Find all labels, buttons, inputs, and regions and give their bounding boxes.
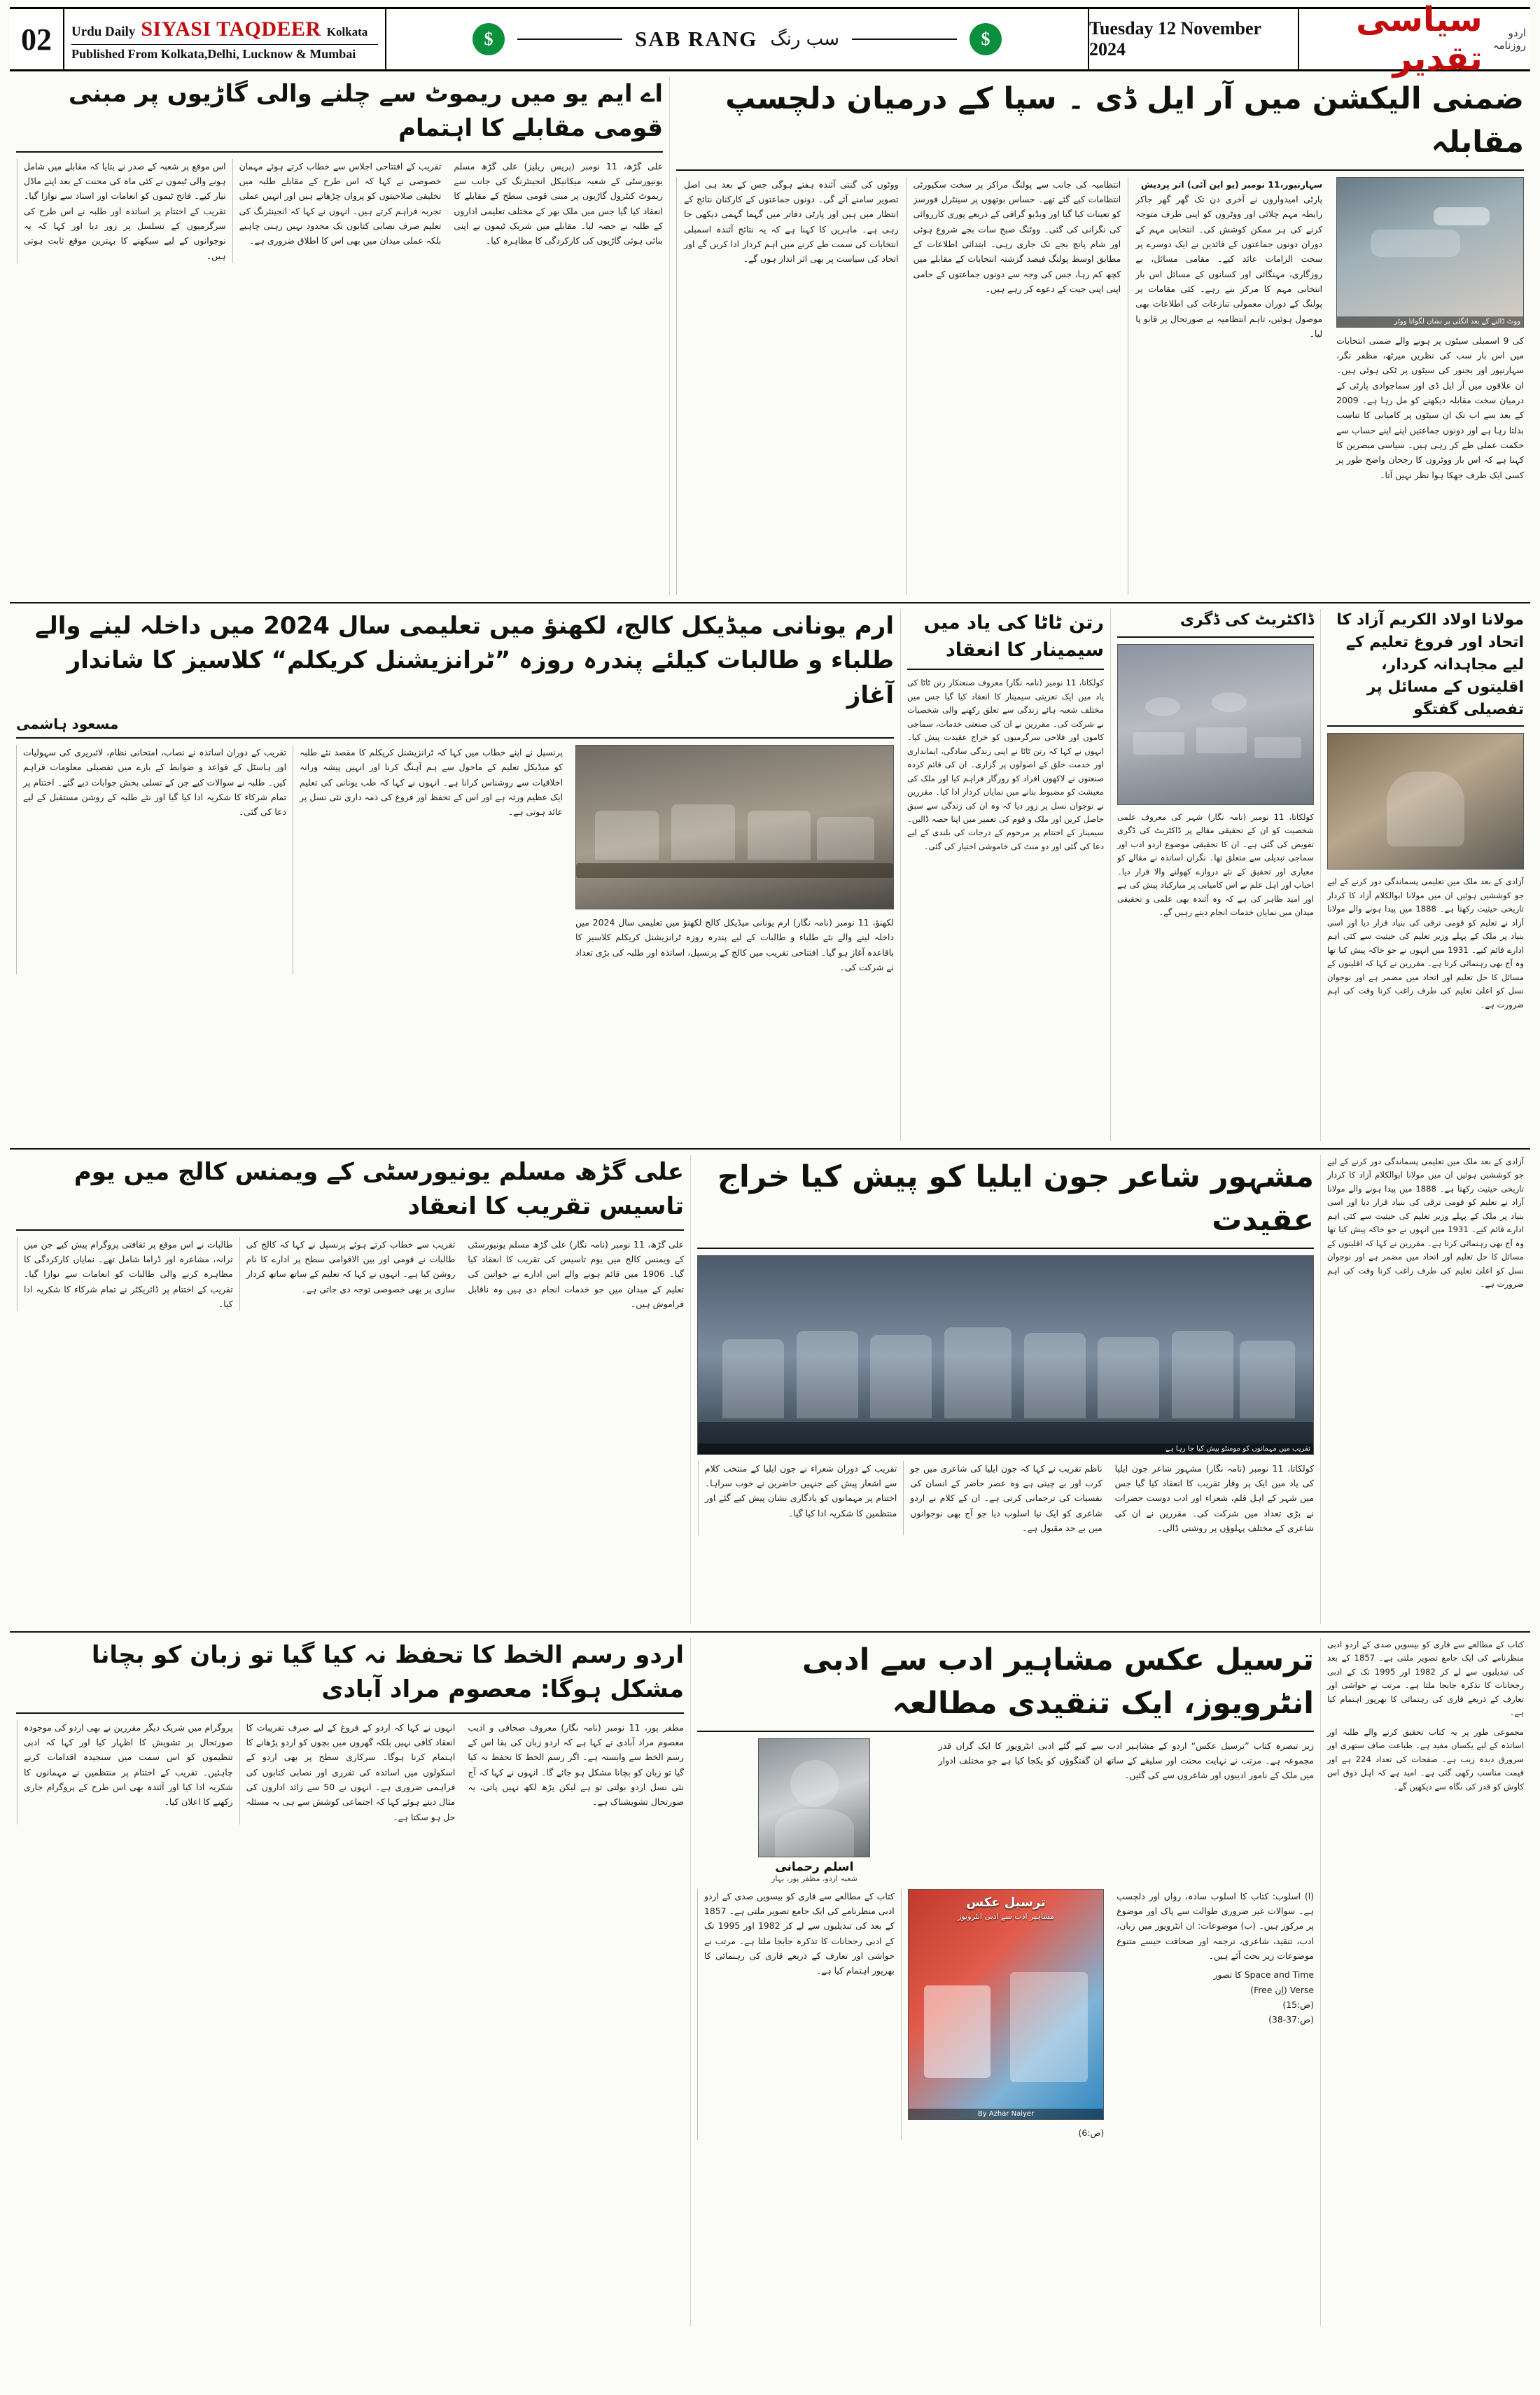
band-second <box>10 603 1530 1150</box>
medical-college-text-3: تقریب کے دوران اساتذہ نے نصاب، امتحانی نظام، لائبریری کی سہولیات اور ہاسٹل کے قواعد و ضوابط کے بارے میں تفصیلی معلومات فراہم کیں۔ طلبہ نے سوالات کیے جن کے تسلی بخش جوابات دیے گئے۔ اختتام پر تمام شرکاء کا شکریہ ادا کیا گیا اور نئے طلبہ کے روشن مستقبل کے لیے دعا کی گئی۔ <box>23 746 287 818</box>
review-text-1: زیر تبصرہ کتاب ”ترسیل عکس“ اردو کے مشاہیر ادب سے کیے گئے ادبی انٹرویوز کا ایک گراں قدر مجموعہ ہے۔ مرتب نے نہایت محنت اور سلیقے کے ساتھ ان گفتگوؤں کو یکجا کیا ہے جو مختلف ادوار میں ملک کے نامور ادیبوں اور شاعروں سے کی گئیں۔ <box>938 1740 1314 1781</box>
urdu-script-text-2: انہوں نے کہا کہ اردو کے فروغ کے لیے صرف تقریبات کا انعقاد کافی نہیں بلکہ گھروں میں بچوں کو اردو پڑھانے کا اہتمام کرنا ہوگا۔ سرکاری سطح پر بھی اردو کے اسکولوں میں اساتذہ کی تقرری اور نصابی کتابوں کی فراہمی ضروری ہے۔ انہوں نے 50 سے زائد اداروں کی مثال دیتے ہوئے کہا کہ اجتماعی کوشش سے ہی یہ مسئلہ حل ہو سکتا ہے۔ <box>246 1722 456 1822</box>
band-lead <box>10 71 1530 603</box>
urdu-daily-label: Urdu Daily <box>71 24 136 39</box>
amu-womens-text-3: طالبات نے اس موقع پر ثقافتی پروگرام پیش کیے جن میں ترانہ، مشاعرہ اور ڈراما شامل تھے۔ نمایاں کارکردگی کا مظاہرہ کرنے والی طالبات کو انعامات سے نوازا گیا۔ تقریب کے اختتام پر ڈائریکٹر نے تمام شرکاء کا شکریہ ادا کیا۔ <box>23 1238 233 1309</box>
medical-college-col-3 <box>16 745 293 975</box>
article-doctorate <box>1110 609 1320 1141</box>
issue-date: Tuesday 12 November 2024 <box>1089 9 1299 69</box>
review-text-3b: کتاب کے مطالعے سے قاری کو بیسویں صدی کے اردو ادبی منظرنامے کی ایک جامع تصویر ملتی ہے۔ 1857 کے بعد کی تبدیلیوں سے لے کر 1982 اور 1995 تک کے ادبی رجحانات کا تذکرہ جابجا ملتا ہے۔ مرتب نے حواشی اور تعارف کے ذریعے قاری کی رہنمائی کا بھرپور اہتمام کیا ہے۔ <box>704 1890 895 1976</box>
medical-college-text-2: پرنسپل نے اپنے خطاب میں کہا کہ ٹرانزیشنل کریکلم کا مقصد نئے طلبہ کو میڈیکل تعلیم کے ماحول سے ہم آہنگ کرنا اور انہیں پیشہ ورانہ اخلاقیات سے روشناس کرانا ہے۔ انہوں نے کہا کہ طب یونانی کی تعلیم ایک عظیم ورثہ ہے اور اس کے تحفظ اور فروغ کی ذمہ داری نئی نسل پر عائد ہوتی ہے۔ <box>300 746 564 818</box>
review-note-2: Verse (اِن Free) <box>1250 1984 1314 1995</box>
article-lead <box>669 77 1530 595</box>
amu-remote-text-3: اس موقع پر شعبہ کے صدر نے بتایا کہ مقابلے میں شامل ہونے والی ٹیموں نے کئی ماہ کی محنت کے بعد اپنے ماڈل تیار کیے۔ فاتح ٹیموں کو انعامات اور اسناد سے نوازا گیا۔ تقریب کے اختتام پر اساتذہ اور طلبہ نے اس طرح کی سرگرمیوں کے تسلسل پر زور دیا اور کہا کہ یہ نوجوانوں کے لیے سیکھنے کا بہترین موقع ثابت ہوتی ہیں۔ <box>23 160 226 261</box>
doctorate-headline: ڈاکٹریٹ کی ڈگری <box>1180 611 1314 629</box>
lead-text-2: پارٹی امیدواروں نے آخری دن تک گھر گھر جاکر رابطہ مہم چلائی اور ووٹروں کو اپنی طرف متوجہ کرنے کی ہر ممکن کوشش کی۔ انتخابی مہم کے دوران دونوں جماعتوں کے قائدین نے ایک دوسرے پر سخت الزامات عائد کیے۔ مقامی مسائل، بے روزگاری، مہنگائی اور کسانوں کے مسائل اس بار انتخابی مہم کا مرکز بنے رہے۔ کئی مقامات پر پولنگ کے دوران معمولی تنازعات کی اطلاعات بھی موصول ہوئیں، تاہم انتظامیہ نے صورتحال پر قابو پا لیا۔ <box>1135 194 1323 339</box>
medical-college-col-2 <box>293 745 569 975</box>
medical-college-text-1: لکھنؤ، 11 نومبر (نامہ نگار) ارم یونانی میڈیکل کالج لکھنؤ میں تعلیمی سال 2024 میں داخلہ لینے والے نئے طلباء و طالبات کے لیے پندرہ روزہ ٹرانزیشنل کریکلم کلاسیز کا باقاعدہ آغاز ہو گیا۔ افتتاحی تقریب میں کالج کے پرنسپل، اساتذہ اور طلبہ کی بڑی تعداد نے شرکت کی۔ <box>575 916 894 972</box>
amu-remote-rule <box>16 151 663 153</box>
review-author-block <box>697 1738 932 1883</box>
poet-tribute-rule <box>697 1248 1314 1249</box>
amu-remote-col-1 <box>447 159 663 263</box>
book-cover-image <box>908 1889 1105 2120</box>
review-text-4: مجموعی طور پر یہ کتاب تحقیق کرنے والے طلبہ اور اساتذہ کے لیے یکساں مفید ہے۔ طباعت صاف ستھری اور سرورق دیدہ زیب ہے۔ صفحات کی تعداد 224 ہے اور قیمت مناسب رکھی گئی ہے۔ امید ہے کہ اہل ذوق اس کاوش کو قدر کی نگاہ سے دیکھیں گے۔ <box>1327 1726 1524 1792</box>
article-poet-tribute <box>690 1155 1320 1624</box>
medical-college-rule <box>16 737 894 739</box>
ratan-tata-rule <box>907 669 1104 670</box>
urdu-script-col-2 <box>239 1720 462 1824</box>
band-fourth <box>10 1633 1530 2333</box>
urdu-logo-sub: اردو روزنامہ <box>1492 27 1526 52</box>
review-note-4: (ص:37-38) <box>1268 2014 1314 2025</box>
doctorate-photo <box>1117 644 1314 805</box>
doctorate-text: کولکاتا، 11 نومبر (نامہ نگار) شہر کی معروف علمی شخصیت کو ان کے تحقیقی مقالے پر ڈاکٹریٹ کی ڈگری تفویض کی گئی ہے۔ ان کا تحقیقی موضوع اردو ادب اور سماجی تبدیلی سے متعلق تھا۔ نگران اساتذہ نے مقالے کو معیاری اور تحقیق کے نئے دروازے کھولنے والا قرار دیا۔ احباب اور اہل علم نے اس کامیابی پر مبارکباد پیش کی ہے اور امید ظاہر کی ہے کہ وہ آئندہ بھی علمی و تحقیقی میدان میں نمایاں خدمات انجام دیتے رہیں گے۔ <box>1117 811 1314 918</box>
review-col-right <box>1320 1638 1530 2326</box>
section-title-ur: سب رنگ <box>770 29 839 50</box>
urdu-logo <box>1299 0 1530 78</box>
medical-college-headline: ارم یونانی میڈیکل کالج، لکھنؤ میں تعلیمی سال 2024 میں داخلہ لینے والے طلباء و طالبات کیلئے پندرہ روزہ ”ٹرانزیشنل کریکلم“ کلاسیز کا شاندار آغاز <box>35 612 894 709</box>
amu-womens-rule <box>16 1229 684 1231</box>
article-ratan-tata <box>900 609 1110 1141</box>
doctorate-rule <box>1117 636 1314 638</box>
amu-womens-col-2 <box>239 1237 462 1312</box>
lead-text-4: ووٹوں کی گنتی آئندہ ہفتے ہوگی جس کے بعد ہی اصل تصویر سامنے آئے گی۔ دونوں جماعتوں کے کارکنان نتائج کے انتظار میں ہیں اور پارٹی دفاتر میں گہما گہمی دیکھی جا رہی ہے۔ ماہرین کا کہنا ہے کہ یہ نتائج آئندہ اسمبلی انتخابات کی سمت طے کرنے میں اہم کردار ادا کریں گے اور اتحاد کی سیاست پر بھی اثر انداز ہوں گے۔ <box>684 179 899 265</box>
review-text-3: کتاب کے مطالعے سے قاری کو بیسویں صدی کے اردو ادبی منظرنامے کی ایک جامع تصویر ملتی ہے۔ 1857 کے بعد کی تبدیلیوں سے لے کر 1982 اور 1995 تک کے ادبی رجحانات کا تذکرہ جابجا ملتا ہے۔ مرتب نے حواشی اور تعارف کے ذریعے قاری کی رہنمائی کا بھرپور اہتمام کیا ہے۔ <box>1327 1640 1524 1718</box>
amu-womens-text-2: تقریب سے خطاب کرتے ہوئے پرنسپل نے کہا کہ کالج کی طالبات نے قومی اور بین الاقوامی سطح پر ادارے کا نام روشن کیا ہے۔ انہوں نے کہا کہ تعلیم کے ساتھ ساتھ کردار سازی پر بھی خصوصی توجہ دی جاتی ہے۔ <box>246 1238 456 1294</box>
amu-remote-headline: اے ایم یو میں ریموٹ سے چلنے والی گاڑیوں پر مبنی قومی مقابلے کا اہتمام <box>68 80 663 143</box>
masthead-title-block <box>64 9 386 69</box>
lead-col-1 <box>1329 177 1524 595</box>
urdu-script-col-3 <box>17 1720 239 1824</box>
section-title-en: SAB RANG <box>635 27 758 51</box>
lead-dateline: سہارنپور،11 نومبر (یو این آئی) اتر پردیش <box>1140 179 1323 190</box>
poet-tribute-col-2 <box>903 1461 1108 1536</box>
review-headline: ترسیل عکس مشاہیر ادب سے ادبی انٹرویوز، ایک تنقیدی مطالعہ <box>802 1642 1314 1722</box>
lead-headline: ضمنی الیکشن میں آر ایل ڈی ۔ سپا کے درمیان دلچسپ مقابلہ <box>725 81 1524 160</box>
poet-tribute-headline: مشہور شاعر جون ایلیا کو پیش کیا خراج عقیدت <box>717 1159 1314 1238</box>
review-col-c <box>697 1889 901 2140</box>
maulana-rule <box>1327 725 1524 727</box>
urdu-script-headline: اردو رسم الخط کا تحفظ نہ کیا گیا تو زبان کو بچانا مشکل ہوگا: معصوم مراد آبادی <box>91 1641 684 1704</box>
currency-icon: $ <box>472 23 505 55</box>
currency-icon-2: $ <box>969 23 1002 55</box>
amu-womens-headline: علی گڑھ مسلم یونیورسٹی کے ویمنس کالج میں یوم تاسیس تقریب کا انعقاد <box>74 1158 684 1221</box>
review-author-photo <box>758 1738 870 1857</box>
urdu-script-rule <box>16 1712 684 1714</box>
page-number: 02 <box>10 9 64 69</box>
ratan-tata-headline: رتن ٹاٹا کی یاد میں سیمینار کا انعقاد <box>923 612 1104 662</box>
article-maulana-azad <box>1320 609 1530 1141</box>
urdu-script-text-1: مظفر پور، 11 نومبر (نامہ نگار) معروف صحافی و ادیب معصوم مراد آبادی نے کہا ہے کہ اردو زبان کی بقا اس کے رسم الخط سے وابستہ ہے۔ اگر رسم الخط کا تحفظ نہ کیا گیا تو زبان کو بچانا مشکل ہو جائے گا۔ انہوں نے کہا کہ آج نئی نسل اردو بولتی تو ہے لیکن پڑھ لکھ نہیں پاتی، یہ صورتحال تشویشناک ہے۔ <box>468 1722 685 1808</box>
section-banner <box>386 9 1089 69</box>
poet-tribute-col-3 <box>698 1461 903 1536</box>
page-content <box>10 71 1530 2333</box>
maulana-photo <box>1327 733 1524 870</box>
article-urdu-script <box>10 1638 690 2326</box>
amu-womens-col-3 <box>17 1237 239 1312</box>
urdu-script-text-3: پروگرام میں شریک دیگر مقررین نے بھی اردو کی موجودہ صورتحال پر تشویش کا اظہار کیا اور کہا کہ ادبی تنظیموں کو اس سمت میں سنجیدہ اقدامات کرنے چاہئیں۔ تقریب کے اختتام پر منتظمین نے مہمانوں کا شکریہ ادا کیا اور آئندہ بھی اس طرح کے پروگرام جاری رکھنے کا اعلان کیا۔ <box>23 1722 233 1808</box>
review-note-5: (ص:6) <box>1078 2127 1105 2138</box>
divider-left <box>517 39 622 40</box>
review-col-b <box>901 1889 1111 2140</box>
book-cover-author-en: By Azhar Naiyer <box>909 2109 1104 2119</box>
poet-tribute-text-2: ناظم تقریب نے کہا کہ جون ایلیا کی شاعری میں جو کرب اور بے چینی ہے وہ عصر حاضر کے انسان کی نفسیات کی ترجمانی کرتی ہے۔ ان کے کلام نے اردو شاعری کو ایک نیا اسلوب دیا جو آج بھی نوجوانوں میں بے حد مقبول ہے۔ <box>910 1462 1102 1533</box>
review-author-name: اسلم رحمانی <box>775 1859 854 1874</box>
maulana-continued-text: آزادی کے بعد ملک میں تعلیمی پسماندگی دور کرنے کے لیے جو کوششیں ہوئیں ان میں مولانا ابوالکلام آزاد کا کردار تاریخی حیثیت رکھتا ہے۔ 1888 میں پیدا ہونے والے مولانا آزاد نے تعلیم کو قومی ترقی کی بنیاد قرار دیا اور اسی بنیاد پر ملک کے پہلے وزیر تعلیم کی حیثیت سے کئی اہم ادارے قائم کیے۔ 1931 میں انہوں نے جو خاکہ پیش کیا تھا وہ آج بھی رہنمائی کرتا ہے۔ مقررین نے کہا کہ اقلیتوں کے مسائل کا حل تعلیم اور اتحاد میں مضمر ہے اور نوجوان نسل کو اعلیٰ تعلیم کی طرف راغب کرنا وقت کی اہم ضرورت ہے۔ <box>1327 1157 1524 1290</box>
poet-tribute-photo <box>697 1255 1314 1455</box>
amu-remote-text-2: تقریب کے افتتاحی اجلاس سے خطاب کرتے ہوئے مہمان خصوصی نے کہا کہ اس طرح کے مقابلے طلبہ میں تخلیقی صلاحیتوں کو پروان چڑھاتے ہیں اور انہیں عملی تجربہ فراہم کرتے ہیں۔ انہوں نے کہا کہ انجینئرنگ کی تعلیم صرف نصابی کتابوں تک محدود نہیں رہنی چاہیے بلکہ عملی میدان میں بھی اس کا اطلاق ضروری ہے۔ <box>239 160 442 246</box>
amu-remote-text-1: علی گڑھ، 11 نومبر (پریس ریلیز) علی گڑھ مسلم یونیورسٹی کے شعبہ میکانیکل انجینئرنگ کی جانب سے ریموٹ کنٹرول گاڑیوں پر مبنی قومی سطح کے مقابلے کا انعقاد کیا گیا جس میں ملک بھر کے مختلف تعلیمی اداروں کے طلبہ نے حصہ لیا۔ مقابلے میں شریک ٹیموں نے اپنی بنائی ہوئی گاڑیوں کی کارکردگی کا مظاہرہ کیا۔ <box>454 160 663 246</box>
lead-photo-caption: ووٹ ڈالنے کے بعد انگلی پر نشان لگواتا ووٹر <box>1337 316 1523 327</box>
article-book-review <box>690 1638 1320 2326</box>
article-amu-womens <box>10 1155 690 1624</box>
lead-photo <box>1336 177 1524 328</box>
medical-college-photo <box>575 745 894 909</box>
article-amu-remote-cars <box>10 77 669 595</box>
band-third <box>10 1150 1530 1633</box>
poet-tribute-photo-caption: تقریب میں مہمانوں کو مومنٹو پیش کیا جا رہا ہے <box>698 1444 1313 1454</box>
brand-name: SIYASI TAQDEER <box>141 17 321 41</box>
book-cover-subtitle: مشاہیر ادب سے ادبی انٹرویوز <box>958 1911 1054 1921</box>
lead-text-1: کی 9 اسمبلی سیٹوں پر ہونے والے ضمنی انتخابات میں اس بار سب کی نظریں میرٹھ، مظفر نگر، سہارنپور اور بجنور کی سیٹوں پر ٹکی ہوئی ہیں۔ ان علاقوں میں آر ایل ڈی اور سماجوادی پارٹی کے درمیان سخت مقابلہ دیکھنے کو مل رہا ہے۔ 2009 کے بعد سے اب تک ان سیٹوں پر کامیابی کا تناسب بدلتا رہا ہے اور دونوں جماعتیں اپنے اپنے حساب سے حکمت عملی طے کر رہی ہیں۔ سیاسی مبصرین کا کہنا ہے کہ اس بار ووٹروں کا رجحان واضح طور پر کسی ایک طرف جھکا ہوا نظر نہیں آتا۔ <box>1336 335 1525 480</box>
poet-tribute-text-3: تقریب کے دوران شعراء نے جون ایلیا کے منتخب کلام سے اشعار پیش کیے جنہیں حاضرین نے خوب سراہا۔ اختتام پر مہمانوں کو یادگاری نشان پیش کیے گئے اور منتظمین کا شکریہ ادا کیا گیا۔ <box>704 1462 897 1518</box>
divider-right <box>852 39 957 40</box>
review-note-3: (ص:15) <box>1282 1999 1314 2010</box>
lead-col-3 <box>906 177 1128 595</box>
lead-col-2 <box>1128 177 1329 595</box>
poet-tribute-text-1: کولکاتا، 11 نومبر (نامہ نگار) مشہور شاعر جون ایلیا کی یاد میں ایک پر وقار تقریب کا انعقاد کیا گیا جس میں شہر کے اہل قلم، شعراء اور ادب دوست حضرات نے بڑی تعداد میں شرکت کی۔ مقررین نے ان کی شاعری کے مختلف پہلوؤں پر روشنی ڈالی۔ <box>1114 1462 1314 1533</box>
lead-text-3: انتظامیہ کی جانب سے پولنگ مراکز پر سخت سکیورٹی انتظامات کیے گئے تھے۔ حساس بوتھوں پر سینٹرل فورسز کو تعینات کیا گیا اور ویڈیو گرافی کے ذریعے پوری کارروائی کی نگرانی کی گئی۔ ووٹنگ صبح سات بجے شروع ہوئی اور شام پانچ بجے تک جاری رہی۔ ابتدائی اطلاعات کے مطابق اوسط پولنگ فیصد گزشتہ انتخابات کے مقابلے میں کچھ کم رہا، جس کی وجہ سے دونوں جماعتوں کے حامی اپنی اپنی جیت کے دعوے کر رہے ہیں۔ <box>913 179 1121 294</box>
medical-college-byline: مسعود ہاشمی <box>16 715 119 732</box>
maulana-text: آزادی کے بعد ملک میں تعلیمی پسماندگی دور کرنے کے لیے جو کوششیں ہوئیں ان میں مولانا ابوالکلام آزاد کا کردار تاریخی حیثیت رکھتا ہے۔ 1888 میں پیدا ہونے والے مولانا آزاد نے تعلیم کو قومی ترقی کی بنیاد قرار دیا اور اسی بنیاد پر ملک کے پہلے وزیر تعلیم کی حیثیت سے کئی اہم ادارے قائم کیے۔ 1931 میں انہوں نے جو خاکہ پیش کیا تھا وہ آج بھی رہنمائی کرتا ہے۔ مقررین نے کہا کہ اقلیتوں کے مسائل کا حل تعلیم اور اتحاد میں مضمر ہے اور نوجوان نسل کو اعلیٰ تعلیم کی طرف راغب کرنا وقت کی اہم ضرورت ہے۔ <box>1327 877 1524 1010</box>
amu-remote-col-3 <box>17 159 232 263</box>
urdu-logo-main: سیاسی تقدیر <box>1356 0 1483 78</box>
review-rule <box>697 1731 1314 1732</box>
review-intro-block <box>932 1738 1314 1883</box>
medical-college-col-1 <box>569 745 894 975</box>
amu-womens-col-1 <box>461 1237 684 1312</box>
review-author-affiliation: شعبہ اردو، مظفر پور، بہار <box>771 1873 858 1883</box>
review-note-1: Space and Time کا تصور <box>1213 1969 1314 1981</box>
urdu-script-col-1 <box>461 1720 684 1824</box>
review-col-a <box>1110 1889 1314 2140</box>
lead-rule <box>676 169 1524 171</box>
amu-remote-col-2 <box>232 159 448 263</box>
maulana-headline: مولانا اولاد الکریم آزاد کا اتحاد اور فروغ تعلیم کے لیے مجاہدانہ کردار، اقلیتوں کے مسائل پر تفصیلی گفتگو <box>1336 611 1524 718</box>
ratan-tata-text: کولکاتا، 11 نومبر (نامہ نگار) معروف صنعتکار رتن ٹاٹا کی یاد میں ایک تعزیتی سیمینار کا انعقاد کیا گیا جس میں مختلف شعبہ ہائے زندگی سے تعلق رکھنے والی شخصیات نے شرکت کی۔ مقررین نے ان کی صنعتی خدمات، سماجی کاموں اور فلاحی سرگرمیوں کو خراج عقیدت پیش کیا۔ انہوں نے کہا کہ رتن ٹاٹا نے اپنی زندگی سادگی، ایمانداری اور خدمت خلق کے اصولوں پر گزاری۔ ان کی قائم کردہ صنعتوں نے لاکھوں افراد کو روزگار فراہم کیا اور ملک کی معیشت کو مضبوط بنانے میں نمایاں کردار ادا کیا۔ مقررین نے نوجوان نسل پر زور دیا کہ وہ ان کی زندگی سے سبق حاصل کریں اور ملک و قوم کی تعمیر میں اپنا حصہ ڈالیں۔ سیمینار کے اختتام پر مرحوم کے درجات کی بلندی کے لیے دعا کی گئی اور دو منٹ کی خاموشی اختیار کی گئی۔ <box>907 678 1104 851</box>
lead-col-4 <box>676 177 906 595</box>
review-text-2: (ا) اسلوب: کتاب کا اسلوب سادہ، رواں اور دلچسپ ہے۔ سوالات غیر ضروری طوالت سے پاک اور موضوع پر مرکوز ہیں۔ (ب) موضوعات: ان انٹرویوز میں زبان، ادب، تنقید، شاعری، ترجمہ اور صحافت جیسے متنوع موضوعات زیر بحث آئے ہیں۔ <box>1116 1890 1314 1961</box>
published-from-line: Published From Kolkata,Delhi, Lucknow & Mumbai <box>71 44 378 62</box>
book-cover-title: ترسیل عکس <box>966 1894 1046 1910</box>
maulana-continued <box>1320 1155 1530 1624</box>
masthead <box>10 0 1530 78</box>
article-medical-college <box>10 609 900 1141</box>
poet-tribute-col-1 <box>1109 1461 1314 1536</box>
amu-womens-text-1: علی گڑھ، 11 نومبر (نامہ نگار) علی گڑھ مسلم یونیورسٹی کے ویمنس کالج میں یوم تاسیس کی تقریب کا انعقاد کیا گیا۔ 1906 میں قائم ہونے والے اس ادارے نے خواتین کی تعلیم کے میدان میں جو خدمات انجام دی ہیں وہ ناقابل فراموش ہیں۔ <box>468 1238 684 1309</box>
masthead-city: Kolkata <box>326 25 368 39</box>
